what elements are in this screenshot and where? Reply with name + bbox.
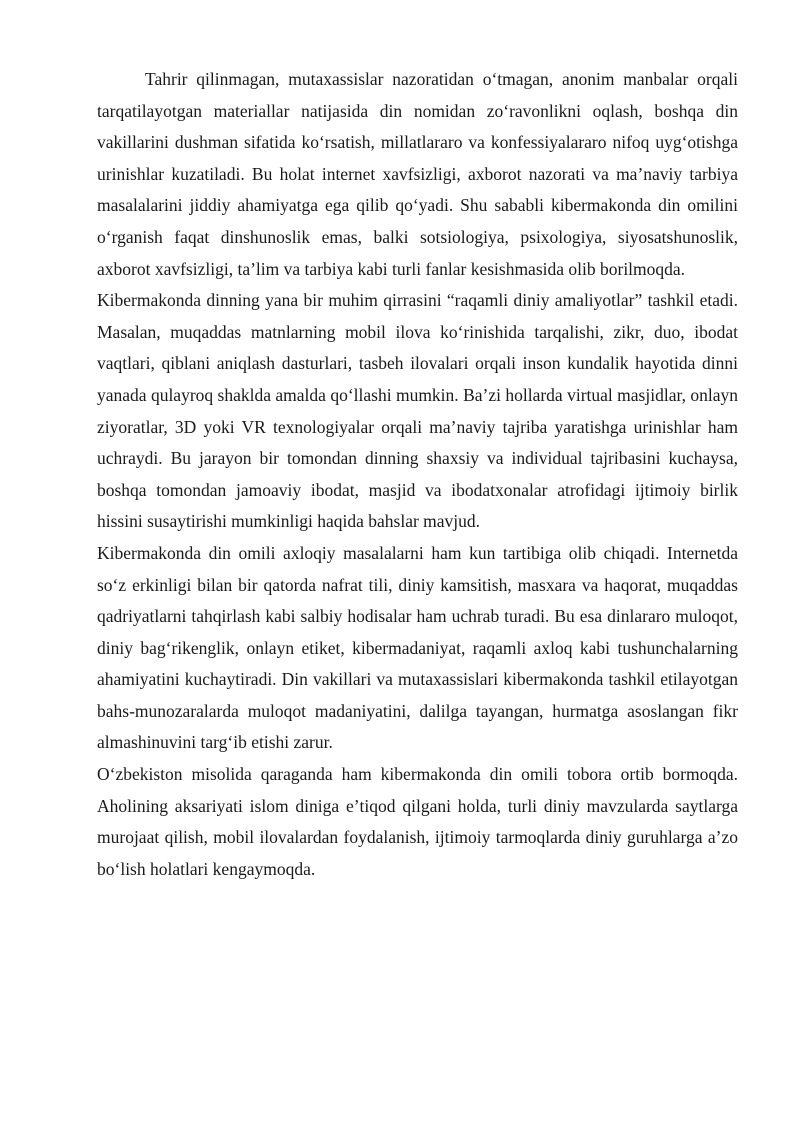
paragraph-4: Oʻzbekiston misolida qaraganda ham kibermakonda din omili tobora ortib bormoqda. Aholining aksariyati islom diniga eʼtiqod qilgani holda, turli diniy mavzularda saytlarga murojaat qilish, mobil ilovalardan foydalanish, ijtimoiy tarmoqlarda diniy guruhlarga aʼzo boʻlish holatlari kengaymoqda. (97, 764, 738, 879)
paragraph-2: Kibermakonda dinning yana bir muhim qirrasini “raqamli diniy amaliyotlar” tashkil etadi. Masalan, muqaddas matnlarning mobil ilova koʻrinishida tarqalishi, zikr, duo, ibodat vaqtlari, qiblani aniqlash dasturlari, tasbeh ilovalari orqali inson kundalik hayotida dinni yanada qulayroq shaklda amalda qoʻllashi mumkin. Baʼzi hollarda virtual masjidlar, onlayn ziyoratlar, 3D yoki VR texnologiyalar orqali maʼnaviy tajriba yaratishga urinishlar ham uchraydi. Bu jarayon bir tomondan dinning shaxsiy va individual tajribasini kuchaysa, boshqa tomondan jamoaviy ibodat, masjid va ibodatxonalar atrofidagi ijtimoiy birlik hissini susaytirishi mumkinligi haqida bahslar mavjud. (97, 290, 738, 532)
document-page (97, 64, 738, 885)
paragraph-1: Tahrir qilinmagan, mutaxassislar nazoratidan oʻtmagan, anonim manbalar orqali tarqatilayotgan materiallar natijasida din nomidan zoʻravonlikni oqlash, boshqa din vakillarini dushman sifatida koʻrsatish, millatlararo va konfessiyalararo nifoq uygʻotishga urinishlar kuzatiladi. Bu holat internet xavfsizligi, axborot nazorati va maʼnaviy tarbiya masalalarini jiddiy ahamiyatga ega qilib qoʻyadi. Shu sababli kibermakonda din omilini oʻrganish faqat dinshunoslik emas, balki sotsiologiya, psixologiya, siyosatshunoslik, axborot xavfsizligi, taʼlim va tarbiya kabi turli fanlar kesishmasida olib borilmoqda. (97, 69, 738, 279)
paragraph-3: Kibermakonda din omili axloqiy masalalarni ham kun tartibiga olib chiqadi. Internetda soʻz erkinligi bilan bir qatorda nafrat tili, diniy kamsitish, masxara va haqorat, muqaddas qadriyatlarni tahqirlash kabi salbiy hodisalar ham uchrab turadi. Bu esa dinlararo muloqot, diniy bagʻrikenglik, onlayn etiket, kibermadaniyat, raqamli axloq kabi tushunchalarning ahamiyatini kuchaytiradi. Din vakillari va mutaxassislari kibermakonda tashkil etilayotgan bahs-munozaralarda muloqot madaniyatini, dalilga tayangan, hurmatga asoslangan fikr almashinuvini targʻib etishi zarur. (97, 542, 738, 753)
